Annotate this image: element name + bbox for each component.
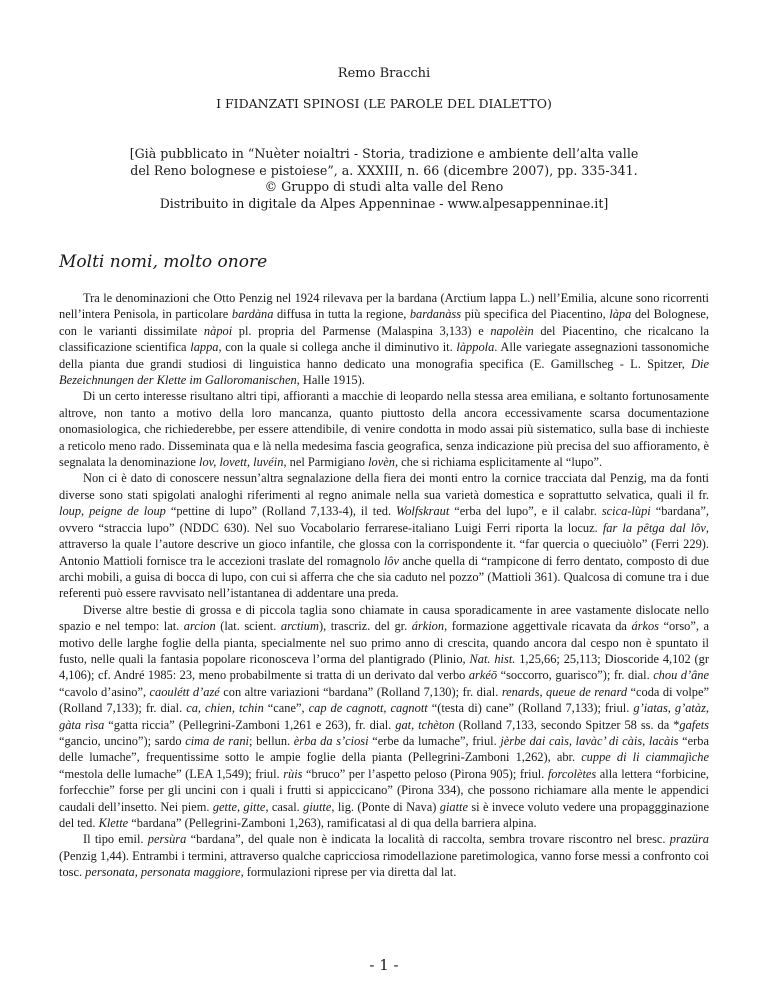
article-title: I FIDANZATI SPINOSI (LE PAROLE DEL DIALETTO) xyxy=(216,96,552,111)
publication-note-line: del Reno bolognese e pistoiese”, a. XXXIII, n. 66 (dicembre 2007), pp. 335-341. xyxy=(130,162,638,178)
paragraph: Tra le denominazioni che Otto Penzig nel 1924 rilevava per la bardana (Arctium lappa L.) nell’Emilia, alcune sono ricorrenti nell’intera Penisola, in particolare bardàna diffusa in tutta la regione, bardanàss più specifica del Piacentino, làpa del Bolognese, con le varianti dissimilate nàpoi pl. propria del Parmense (Malaspina 3,133) e napolèin del Piacentino, che ricalcano la classificazione scientifica lappa, con la quale si collega anche il diminutivo it. làppola. Alle variegate assegnazioni tassonomiche della pianta due grandi studiosi di linguistica hanno dedicato una monografia specifica (E. Gamillscheg - L. Spitzer, Die Bezeichnungen der Klette im Galloromanischen, Halle 1915). xyxy=(59,291,709,388)
publication-note-line: © Gruppo di studi alta valle del Reno xyxy=(264,179,504,195)
paragraph: Diverse altre bestie di grossa e di piccola taglia sono chiamate in causa sporadicamente in aree vastamente dislocate nello spazio e nel tempo: lat. arcion (lat. scient. arctium), trascriz. del gr. árkion, formazione aggettivale ricavata da árkos “orso”, a motivo delle larghe foglie della pianta, specialmente nel suo primo anno di crescita, quando ancora dal cespo non è spuntato il fusto, nelle quali la fantasia popolare riconosceva l’orma del plantigrado (Plinio, Nat. hist. 1,25,66; 25,113; Dioscoride 4,102 (gr 4,106); cf. André 1985: 23, meno probabilmente si tratta di un derivato dal verbo arkéō “soccorro, guarisco”); fr. dial. chou d’âne “cavolo d’asino”, caoulétt d’azé con altre variazioni “bardana” (Rolland 7,130); fr. dial. renards, queue de renard “coda di volpe” (Rolland 7,133); fr. dial. ca, chien, tchin “cane”, cap de cagnott, cagnott “(testa di) cane” (Rolland 7,133); friul. g’iatas, g’atàz, gàta rìsa “gatta riccia” (Pellegrini-Zamboni 1,261 e 263), fr. dial. gat, tchèton (Rolland 7,133, secondo Spitzer 58 ss. da *gafets “gancio, uncino”); sardo cima de rani; bellun. èrba da s’ciosi “erbe da lumache”, friul. jèrbe dai caìs, lavàc’ di càis, lacàis “erba delle lumache”, frequentissime sotto le ampie foglie della pianta (Pellegrini-Zamboni 1,262), abr. cuppe di li ciammajìche “mestola delle lumache” (LEA 1,549); friul. rùis “bruco” per l’aspetto peloso (Pirona 905); friul. forcolètes alla lettera “forbicine, forfecchie” forse per gli uncini con i quali i frutti si appiccicano” (Pirona 334), che possono richiamare alla mente le appendici caudali dell’insetto. Nei piem. gette, gitte, casal. giutte, lig. (Ponte di Nava) giatte si è invece voluto vedere una propaggginazione del ted. Klette “bardana” (Pellegrini-Zamboni 1,263), ramificatasi al di qua della barriera alpina. xyxy=(59,602,710,830)
paragraph: Il tipo emil. persùra “bardana”, del quale non è indicata la località di raccolta, sembra trovare riscontro nel bresc. prazüra (Penzig 1,44). Entrambi i termini, attraverso qualche capricciosa rimodellazione paretimologica, vanno forse messi a confronto coi tosc. personata, personata maggiore, formulazioni riprese per via diretta dal lat. xyxy=(59,832,709,880)
publication-note-line: Distribuito in digitale da Alpes Appenninae - www.alpesappenninae.it] xyxy=(159,195,609,211)
section-heading: Molti nomi, molto onore xyxy=(59,252,268,272)
publication-note-line: [Già pubblicato in “Nuèter noialtri - Storia, tradizione e ambiente dell’alta valle xyxy=(129,146,639,161)
paragraph: Di un certo interesse risultano altri tipi, affioranti a macchie di leopardo nella stessa area emiliana, e soltanto fortunosamente altrove, non tanto a motivo della loro mancanza, quanto piuttosto della ancora eccessivamente scarsa documentazione onomasiologica, che richiederebbe, per essere attendibile, di venire condotta in modo assai più sistematico, sulla base di inchieste a reticolo meno rado. Disseminata qua e là nella medesima fascia geografica, senza indicazione più precisa del suo affioramento, è segnalata la denominazione lov, lovett, luvéin, nel Parmigiano lovèn, che si richiama esplicitamente al “lupo”. xyxy=(59,389,709,470)
publication-note xyxy=(0,146,768,212)
page-number: - 1 - xyxy=(369,956,399,974)
author-name: Remo Bracchi xyxy=(337,66,431,81)
paragraph: Non ci è dato di conoscere nessun’altra segnalazione della fiera dei monti entro la cornice tracciata dal Penzig, ma da fonti diverse sono stati spigolati analoghi riferimenti al regno animale nella sua varietà domestica e soprattutto selvatica, quali il fr. loup, peigne de loup “pettine di lupo” (Rolland 7,133-4), il ted. Wolfskraut “erba del lupo”, e il calabr. scica-lùpi “bardana”, ovvero “straccia lupo” (NDDC 630). Nel suo Vocabolario ferrarese-italiano Luigi Ferri riporta la locuz. far la pêtga dal lôv, attraverso la quale l’autore descrive un gioco infantile, che glossa con la corrispondente it. “far quercia o queciuòlo” (Ferri 229). Antonio Mattioli fornisce tra le accezioni traslate del romagnolo lôv anche quella di “rampicone di ferro dentato, composto di due archi mobili, a guisa di bocca di lupo, con cui si afferra che che sia caduto nel pozzo” (Mattioli 361). Qualcosa di comune tra i due referenti può essere ravvisato nell’istantanea di addentare una preda. xyxy=(59,471,710,601)
body-text xyxy=(59,290,709,881)
